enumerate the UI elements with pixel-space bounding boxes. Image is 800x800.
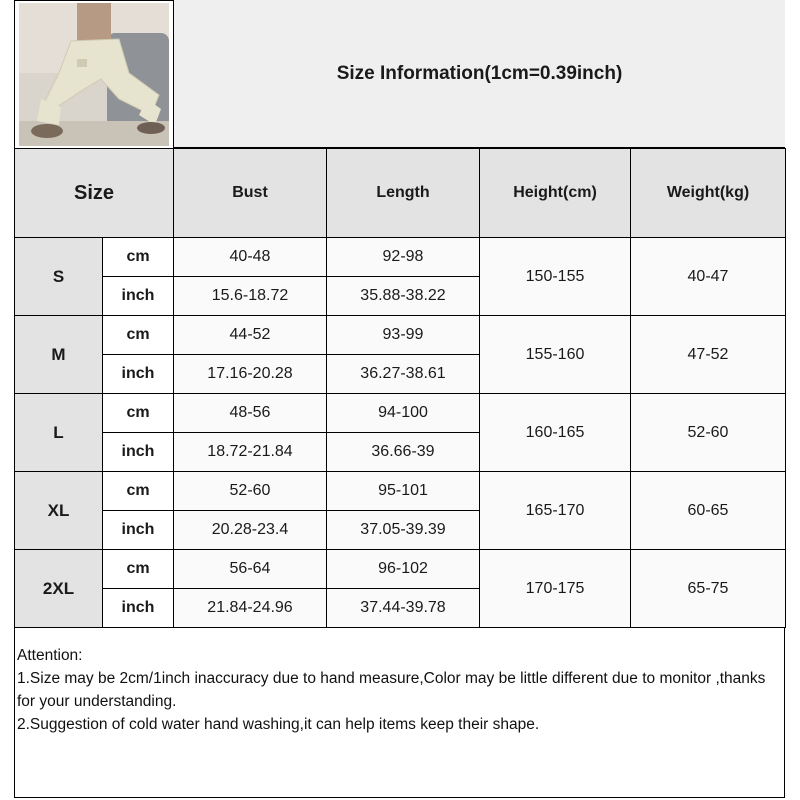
bust-inch: 17.16-20.28 — [174, 355, 327, 394]
length-cm: 94-100 — [327, 394, 480, 433]
unit-inch: inch — [103, 511, 174, 550]
bust-inch: 15.6-18.72 — [174, 277, 327, 316]
bust-cm: 52-60 — [174, 472, 327, 511]
size-label: XL — [15, 472, 103, 550]
length-inch: 37.05-39.39 — [327, 511, 480, 550]
table-row — [15, 238, 786, 277]
size-label: S — [15, 238, 103, 316]
unit-cm: cm — [103, 238, 174, 277]
header-weight: Weight(kg) — [631, 149, 786, 238]
bust-inch: 21.84-24.96 — [174, 589, 327, 628]
unit-cm: cm — [103, 316, 174, 355]
bust-cm: 44-52 — [174, 316, 327, 355]
product-photo — [19, 3, 169, 146]
header-length: Length — [327, 149, 480, 238]
header-bust: Bust — [174, 149, 327, 238]
unit-inch: inch — [103, 433, 174, 472]
length-inch: 35.88-38.22 — [327, 277, 480, 316]
size-label: 2XL — [15, 550, 103, 628]
header-height: Height(cm) — [480, 149, 631, 238]
weight-value: 40-47 — [631, 238, 786, 316]
unit-cm: cm — [103, 472, 174, 511]
bust-cm: 56-64 — [174, 550, 327, 589]
bust-cm: 40-48 — [174, 238, 327, 277]
size-label: L — [15, 394, 103, 472]
length-inch: 37.44-39.78 — [327, 589, 480, 628]
unit-cm: cm — [103, 550, 174, 589]
unit-cm: cm — [103, 394, 174, 433]
length-inch: 36.27-38.61 — [327, 355, 480, 394]
height-value: 165-170 — [480, 472, 631, 550]
weight-value: 52-60 — [631, 394, 786, 472]
weight-value: 60-65 — [631, 472, 786, 550]
weight-value: 65-75 — [631, 550, 786, 628]
size-info-title: Size Information(1cm=0.39inch) — [336, 62, 623, 84]
height-value: 155-160 — [480, 316, 631, 394]
table-row — [15, 394, 786, 433]
length-cm: 95-101 — [327, 472, 480, 511]
length-cm: 92-98 — [327, 238, 480, 277]
bust-cm: 48-56 — [174, 394, 327, 433]
table-header-row — [15, 149, 786, 238]
unit-inch: inch — [103, 355, 174, 394]
length-cm: 93-99 — [327, 316, 480, 355]
size-label: M — [15, 316, 103, 394]
weight-value: 47-52 — [631, 316, 786, 394]
unit-inch: inch — [103, 277, 174, 316]
height-value: 170-175 — [480, 550, 631, 628]
length-cm: 96-102 — [327, 550, 480, 589]
attention-notes — [17, 644, 782, 736]
attention-heading: Attention: — [17, 647, 83, 664]
size-table — [14, 148, 786, 628]
table-row — [15, 550, 786, 589]
header-size: Size — [15, 149, 174, 238]
height-value: 160-165 — [480, 394, 631, 472]
table-row — [15, 316, 786, 355]
length-inch: 36.66-39 — [327, 433, 480, 472]
bust-inch: 18.72-21.84 — [174, 433, 327, 472]
title-box — [173, 0, 785, 148]
table-row — [15, 472, 786, 511]
product-photo-illustration — [19, 3, 169, 146]
unit-inch: inch — [103, 589, 174, 628]
height-value: 150-155 — [480, 238, 631, 316]
attention-note-1: 1.Size may be 2cm/1inch inaccuracy due to hand measure,Color may be little different due to monitor ,thanks for your understanding. — [17, 670, 766, 710]
bust-inch: 20.28-23.4 — [174, 511, 327, 550]
attention-note-2: 2.Suggestion of cold water hand washing,it can help items keep their shape. — [17, 716, 540, 733]
